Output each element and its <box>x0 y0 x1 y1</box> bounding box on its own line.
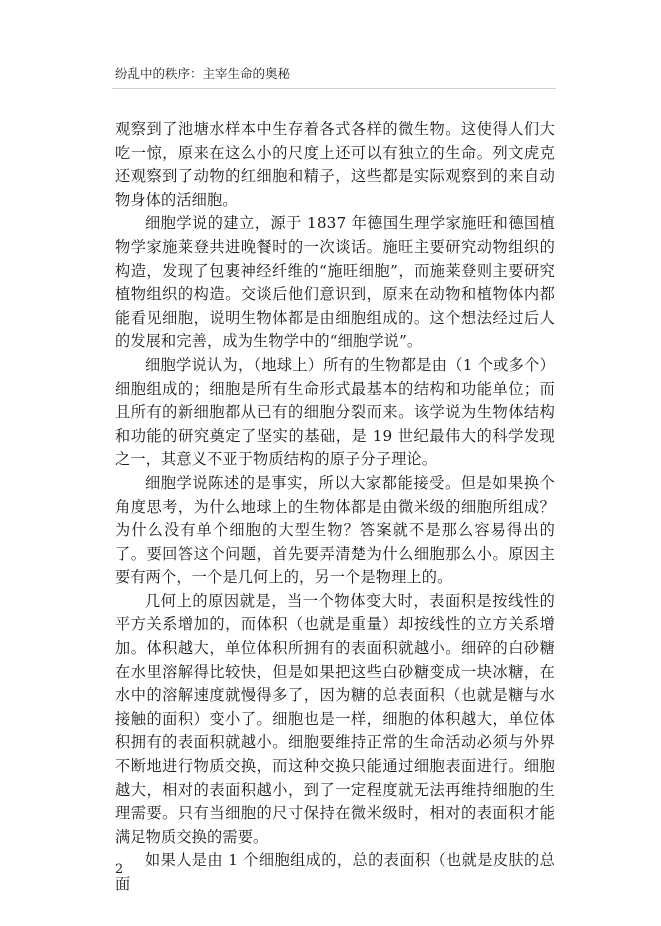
paragraph: 观察到了池塘水样本中生存着各式各样的微生物。这使得人们大吃一惊，原来在这么小的尺度上还可以有独立的生命。列文虎克还观察到了动物的红细胞和精子，这些都是实际观察到的来自动物身体的活细胞。 <box>115 120 555 209</box>
running-header: 纷乱中的秩序：主宰生命的奥秘 <box>115 66 291 81</box>
paragraph: 如果人是由 1 个细胞组成的，总的表面积（也就是皮肤的总面 <box>115 851 555 893</box>
body-text <box>115 118 555 897</box>
header-rule <box>112 88 556 89</box>
page-number: 2 <box>115 862 124 877</box>
paragraph: 几何上的原因就是，当一个物体变大时，表面积是按线性的平方关系增加的，而体积（也就是重量）却按线性的立方关系增加。体积越大，单位体积所拥有的表面积就越小。细碎的白砂糖在水里溶解得比较快，但是如果把这些白砂糖变成一块冰糖，在水中的溶解速度就慢得多了，因为糖的总表面积（也就是糖与水接触的面积）变小了。细胞也是一样，细胞的体积越大，单位体积拥有的表面积就越小。细胞要维持正常的生命活动必须与外界不断地进行物质交换，而这种交换只能通过细胞表面进行。细胞越大，相对的表面积越小，到了一定程度就无法再维持细胞的生理需要。只有当细胞的尺寸保持在微米级时，相对的表面积才能满足物质交换的需要。 <box>115 591 555 846</box>
paragraph: 细胞学说陈述的是事实，所以大家都能接受。但是如果换个角度思考，为什么地球上的生物体都是由微米级的细胞所组成？为什么没有单个细胞的大型生物？答案就不是那么容易得出的了。要回答这个问题，首先要弄清楚为什么细胞那么小。原因主要有两个，一个是几何上的，另一个是物理上的。 <box>115 473 555 587</box>
paragraph: 细胞学说认为，（地球上）所有的生物都是由（1 个或多个）细胞组成的；细胞是所有生命形式最基本的结构和功能单位；而且所有的新细胞都从已有的细胞分裂而来。该学说为生物体结构和功能的研究奠定了坚实的基础，是 19 世纪最伟大的科学发现之一，其意义不亚于物质结构的原子分子理论。 <box>115 355 555 469</box>
paragraph: 细胞学说的建立，源于 1837 年德国生理学家施旺和德国植物学家施莱登共进晚餐时的一次谈话。施旺主要研究动物组织的构造，发现了包裹神经纤维的“施旺细胞”，而施莱登则主要研究植物组织的构造。交谈后他们意识到，原来在动物和植物体内都能看见细胞，说明生物体都是由细胞组成的。这个想法经过后人的发展和完善，成为生物学中的“细胞学说”。 <box>115 214 555 351</box>
